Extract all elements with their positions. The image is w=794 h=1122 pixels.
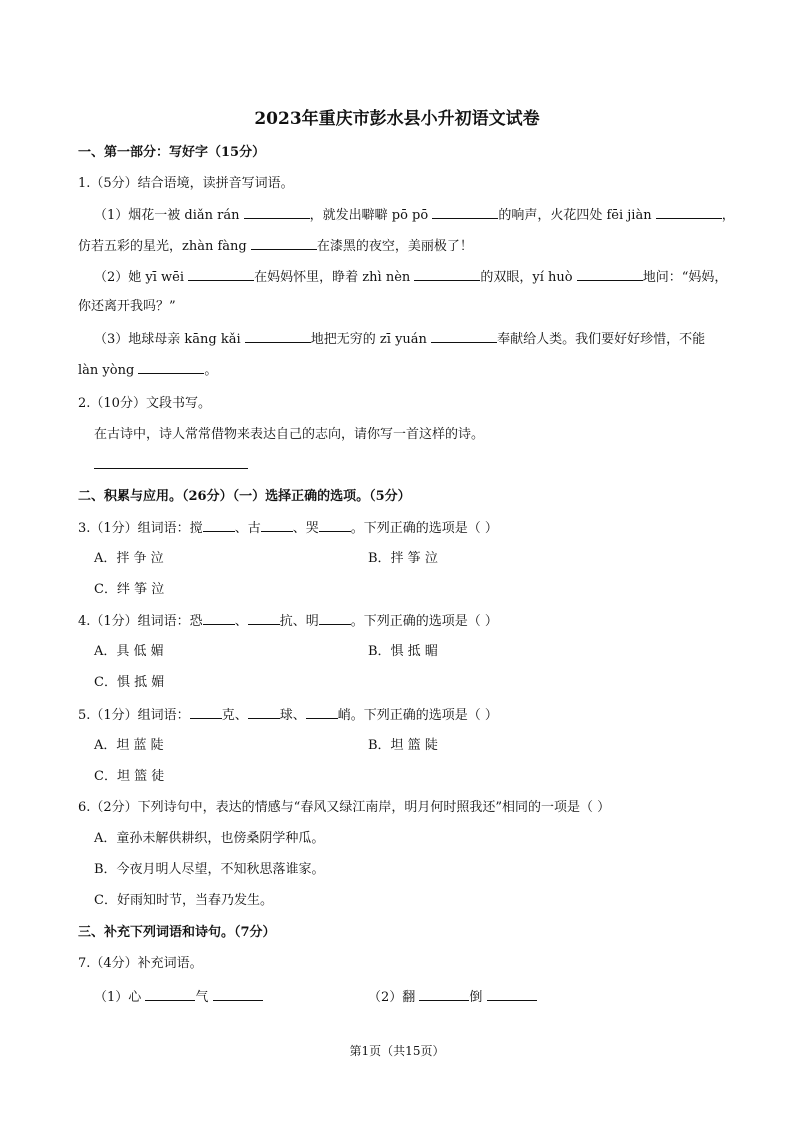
answer-blank[interactable] [414,268,480,281]
q1-text: làn yòng [78,363,135,378]
answer-blank[interactable] [319,519,351,532]
answer-blank[interactable] [203,519,235,532]
answer-blank[interactable] [419,988,469,1001]
q1-part1-line2 [78,237,473,256]
q7-text: 倒 [469,990,483,1005]
answer-blank[interactable] [487,988,537,1001]
page-footer: 第1页（共15页） [349,1044,445,1058]
q4-text: 、 [234,614,248,629]
q7-text: 气 [195,990,209,1005]
answer-blank[interactable] [245,330,311,343]
answer-blank[interactable] [261,519,293,532]
answer-blank[interactable] [190,706,222,719]
answer-blank[interactable] [306,706,338,719]
q5-text: 峭。下列正确的选项是（ ） [337,708,498,723]
q1-text: 奉献给人类。我们要好好珍惜，不能 [497,332,706,347]
q7-text: （1）心 [94,990,142,1005]
q6-stem: 6.（2分）下列诗句中，表达的情感与“春风又绿江南岸，明月何时照我还”相同的一项是（ ） [78,800,611,815]
q4-option-a[interactable]: A．具 低 媚 [94,644,164,659]
q2-prompt: 在古诗中，诗人常常借物来表达自己的志向，请你写一首这样的诗。 [94,427,485,442]
q5-stem [78,706,498,725]
q1-part1-line1 [94,206,735,225]
q6-option-c[interactable]: C．好雨知时节，当春乃发生。 [94,893,273,908]
q1-text: 你还离开我吗？” [78,299,176,314]
q4-option-c[interactable]: C．惧 抵 媚 [94,675,165,690]
q7-text: （2）翻 [368,990,416,1005]
q1-text: 的双眼，yí huò [480,270,573,285]
q1-text: 。 [204,363,218,378]
q2-answer-line[interactable] [94,468,248,469]
q1-text: 仿若五彩的星光，zhàn fàng [78,239,247,254]
q3-text: 。下列正确的选项是（ ） [350,521,498,536]
answer-blank[interactable] [145,988,195,1001]
answer-blank[interactable] [244,206,310,219]
answer-blank[interactable] [251,237,317,250]
q1-text: 在妈妈怀里，睁着 zhì nèn [254,270,411,285]
q3-option-c[interactable]: C．绊 筝 泣 [94,582,165,597]
q5-option-b[interactable]: B．坦 篮 陡 [368,738,438,753]
q1-text: （1）烟花一被 diǎn rán [94,208,240,223]
answer-blank[interactable] [248,612,280,625]
answer-blank[interactable] [138,361,204,374]
answer-blank[interactable] [656,206,722,219]
answer-blank[interactable] [432,206,498,219]
q1-part3-line1 [94,330,705,349]
q7-part1 [94,988,263,1007]
q5-text: 5.（1分）组词语： [78,708,190,723]
q3-option-b[interactable]: B．拌 筝 泣 [368,551,438,566]
q4-text: 4.（1分）组词语：恐 [78,614,203,629]
q5-text: 球、 [279,708,306,723]
q6-option-a[interactable]: A．童孙未解供耕织，也傍桑阴学种瓜。 [94,831,325,846]
q1-text: 的响声，火花四处 fēi jiàn [498,208,652,223]
q1-part2-line1 [94,268,727,287]
q1-text: 地把无穷的 zī yuán [310,332,427,347]
q3-text: 、古 [234,521,261,536]
q5-text: 克、 [221,708,248,723]
page-title: 2023年重庆市彭水县小升初语文试卷 [254,109,540,129]
q1-text: 在漆黑的夜空，美丽极了！ [316,239,473,254]
q5-option-a[interactable]: A．坦 蓝 陡 [94,738,164,753]
q4-option-b[interactable]: B．惧 抵 睸 [368,644,438,659]
answer-blank[interactable] [203,612,235,625]
answer-blank[interactable] [213,988,263,1001]
q1-text: （2）她 yī wēi [94,270,185,285]
q3-stem [78,519,498,538]
section-2-header: 二、积累与应用。（26分）（一）选择正确的选项。（5分） [78,489,411,504]
q5-option-c[interactable]: C．坦 篮 徒 [94,769,165,784]
section-3-header: 三、补充下列词语和诗句。（7分） [78,925,276,940]
q1-part3-line2 [78,361,217,380]
section-1-header: 一、第一部分：写好字（15分） [78,145,266,160]
answer-blank[interactable] [188,268,254,281]
q7-part2 [368,988,537,1007]
q2-stem: 2.（10分）文段书写。 [78,396,211,411]
answer-blank[interactable] [577,268,643,281]
q1-stem: 1.（5分）结合语境，读拼音写词语。 [78,176,294,191]
q4-stem [78,612,498,631]
q6-option-b[interactable]: B．今夜月明人尽望，不知秋思落谁家。 [94,862,325,877]
q4-text: 。下列正确的选项是（ ） [350,614,498,629]
q1-text: （3）地球母亲 kāng kǎi [94,332,241,347]
q1-text: 地问：“妈妈， [642,270,728,285]
answer-blank[interactable] [248,706,280,719]
answer-blank[interactable] [431,330,497,343]
q3-text: 3.（1分）组词语：搅 [78,521,203,536]
q1-text: ，就发出噼噼 pō pō [309,208,429,223]
q1-text: ， [721,208,735,223]
answer-blank[interactable] [319,612,351,625]
q4-text: 抗、明 [279,614,319,629]
q3-option-a[interactable]: A．拌 争 泣 [94,551,164,566]
q3-text: 、哭 [292,521,319,536]
q7-stem: 7.（4分）补充词语。 [78,956,203,971]
